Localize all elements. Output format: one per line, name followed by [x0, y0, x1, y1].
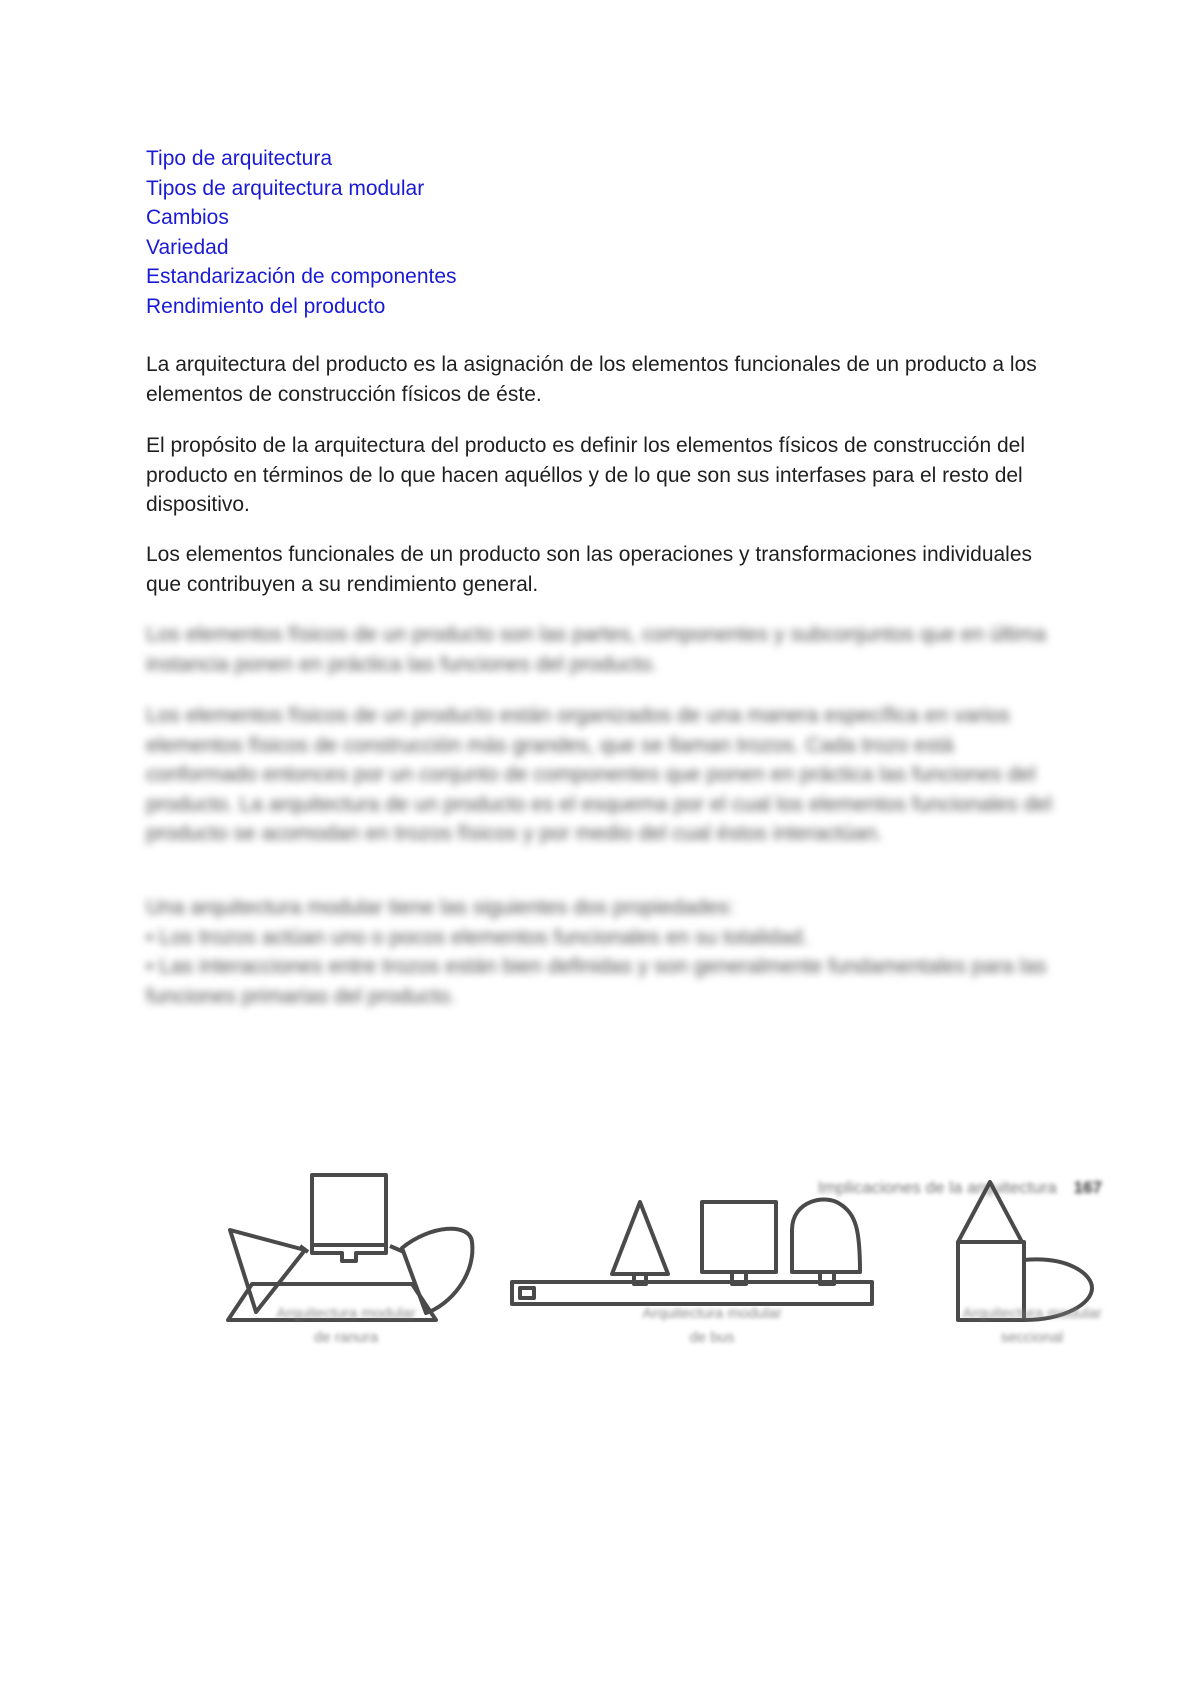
table-of-contents — [146, 144, 457, 321]
sectional-triangle-chunk — [958, 1182, 1022, 1242]
paragraph-functional-elements: Los elementos funcionales de un producto son las operaciones y transformaciones individuales que contribuyen a su rendimiento general. — [146, 543, 1033, 596]
toc-link-tipo-arquitectura[interactable]: Tipo de arquitectura — [146, 147, 332, 170]
bus-rail — [512, 1282, 872, 1304]
caption-slot-architecture: Arquitectura modular de ranura — [276, 1305, 416, 1346]
modular-architecture-figure — [0, 1170, 1192, 1500]
slot-square-connector — [312, 1245, 386, 1261]
toc-link-cambios[interactable]: Cambios — [146, 206, 229, 229]
modular-properties-intro: Una arquitectura modular tiene las siguientes dos propiedades: — [146, 896, 735, 919]
paragraph-physical-elements: Los elementos físicos de un producto son las partes, componentes y subconjuntos que en última instancia ponen en práctica las funciones del producto. — [146, 623, 1047, 676]
bus-square-chunk — [702, 1202, 776, 1272]
slot-architecture-diagram — [228, 1175, 472, 1320]
bus-rail-end — [520, 1288, 534, 1298]
modular-property-bullet-2: • Las interacciones entre trozos están bien definidas y son generalmente fundamentales para las funciones primarias del producto. — [146, 955, 1047, 1008]
paragraph-chunks: Los elementos físicos de un producto están organizados de una manera específica en varios elementos físicos de construcción más grandes, que se llaman trozos. Cada trozo está conformado entonces por un conjunto de componentes que ponen en práctica las funciones del producto. La arquitectura de un producto es el esquema por el cual los elementos funcionales del producto se acomodan en trozos físicos y por medio del cual éstos interactúan. — [146, 704, 1052, 845]
figure-header-title: Implicaciones de la arquitectura — [817, 1178, 1057, 1197]
slot-square-chunk — [312, 1175, 386, 1245]
slot-triangle-connector — [300, 1246, 308, 1252]
bus-architecture-diagram — [512, 1200, 872, 1304]
slot-round-chunk — [402, 1229, 472, 1313]
bus-round-chunk — [792, 1200, 860, 1272]
toc-link-estandarizacion[interactable]: Estandarización de componentes — [146, 265, 457, 288]
paragraph-modular-properties — [146, 893, 1066, 1011]
paragraph-definition: La arquitectura del producto es la asignación de los elementos funcionales de un producto a los elementos de construcción físicos de éste. — [146, 353, 1037, 406]
modular-property-bullet-1: • Los trozos actúan uno o pocos elementos funcionales en su totalidad. — [146, 925, 809, 949]
toc-link-variedad[interactable]: Variedad — [146, 235, 229, 259]
bus-triangle-chunk — [612, 1202, 668, 1274]
paragraph-purpose: El propósito de la arquitectura del producto es definir los elementos físicos de construcción del producto en términos de lo que hacen aquéllos y de lo que son sus interfases para el resto del dispositivo. — [146, 434, 1025, 516]
caption-bus-architecture: Arquitectura modular de bus — [642, 1305, 782, 1346]
toc-link-tipos-modular[interactable]: Tipos de arquitectura modular — [146, 176, 425, 200]
caption-sectional-architecture: Arquitectura modular seccional — [962, 1305, 1102, 1346]
sectional-architecture-diagram — [958, 1182, 1092, 1320]
toc-link-rendimiento[interactable]: Rendimiento del producto — [146, 294, 386, 318]
figure-page-number: 167 — [1073, 1178, 1102, 1197]
